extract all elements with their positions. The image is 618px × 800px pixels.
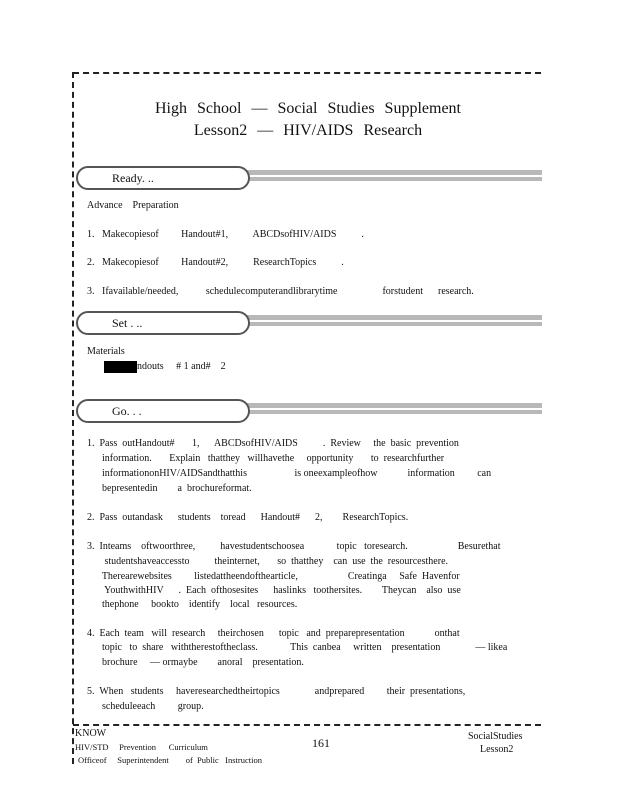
- footer-office: Officeof Superintendent of Public Instruction: [78, 755, 262, 765]
- go-item-1-line-2: information. Explain thatthey willhavethe opportunity to researchfurther: [87, 453, 445, 464]
- go-item-1-line-4: bepresentedin a brochureformat.: [87, 483, 252, 494]
- go-section-header: [76, 399, 542, 423]
- go-item-5-line-2: scheduleeach group.: [87, 701, 204, 712]
- go-item-3-line-1: 3. Inteams oftwoorthree, havestudentschoosea topic toresearch. Besurethat: [87, 541, 501, 552]
- frame-bottom-border: [73, 724, 541, 726]
- footer-lesson: Lesson2: [480, 744, 514, 755]
- go-item-5-line-1: 5. When students haveresearchedtheirtopics andprepared their presentations,: [87, 686, 466, 697]
- go-item-3-line-2: studentshaveaccessto theinternet, so thatthey can use the resourcesthere.: [87, 556, 449, 567]
- go-item-1-line-1: 1. Pass outHandout# 1, ABCDsofHIV/AIDS . Review the basic prevention: [87, 438, 459, 449]
- lesson-title: Lesson2 — HIV/AIDS Research: [193, 122, 423, 139]
- footer-subject: SocialStudies: [468, 731, 523, 742]
- go-item-3-line-5: thephone bookto identify local resources.: [87, 599, 298, 610]
- footer-know: KNOW: [75, 728, 107, 739]
- go-item-3-line-3: Therearewebsites listedattheendofthearticle, Creatinga Safe Havenfor: [87, 571, 460, 582]
- footer-curriculum: HIV/STD Prevention Curriculum: [75, 742, 208, 752]
- frame-left-border: [72, 72, 74, 764]
- ready-item-1: 1. Makecopiesof Handout#1, ABCDsofHIV/AIDS .: [87, 229, 364, 240]
- go-item-4-line-3: brochure — ormaybe anoral presentation.: [87, 657, 304, 668]
- ready-heading: Advance Preparation: [87, 200, 179, 211]
- go-label: Go. . .: [76, 399, 250, 423]
- set-section-header: [76, 311, 542, 335]
- ready-item-2: 2. Makecopiesof Handout#2, ResearchTopics .: [87, 257, 344, 268]
- page-number: 161: [312, 736, 330, 750]
- ready-section-header: [76, 166, 542, 190]
- go-item-3-line-4: YouthwithHIV . Each ofthosesites haslinks toothersites. Theycan also use: [87, 585, 461, 596]
- ready-item-3: 3. Ifavailable/needed, schedulecomputerandlibrarytime forstudent research.: [87, 286, 474, 297]
- document-title: High School — Social Studies Supplement: [155, 100, 461, 117]
- frame-top-border: [73, 72, 541, 74]
- set-label: Set . ..: [76, 311, 250, 335]
- go-item-1-line-3: informationonHIV/AIDSandthatthis is oneexampleofhow information can: [87, 468, 492, 479]
- materials-heading: Materials: [87, 346, 125, 357]
- go-item-2-line-1: 2. Pass outandask students toread Handout# 2, ResearchTopics.: [87, 512, 409, 523]
- materials-line: ndouts # 1 and# 2: [137, 361, 226, 372]
- ready-label: Ready. ..: [76, 166, 250, 190]
- go-item-4-line-2: topic to share withtherestoftheclass. This canbea written presentation — likea: [87, 642, 508, 653]
- go-item-4-line-1: 4. Each team will research theirchosen topic and preparepresentation onthat: [87, 628, 460, 639]
- redaction-block: [104, 361, 137, 373]
